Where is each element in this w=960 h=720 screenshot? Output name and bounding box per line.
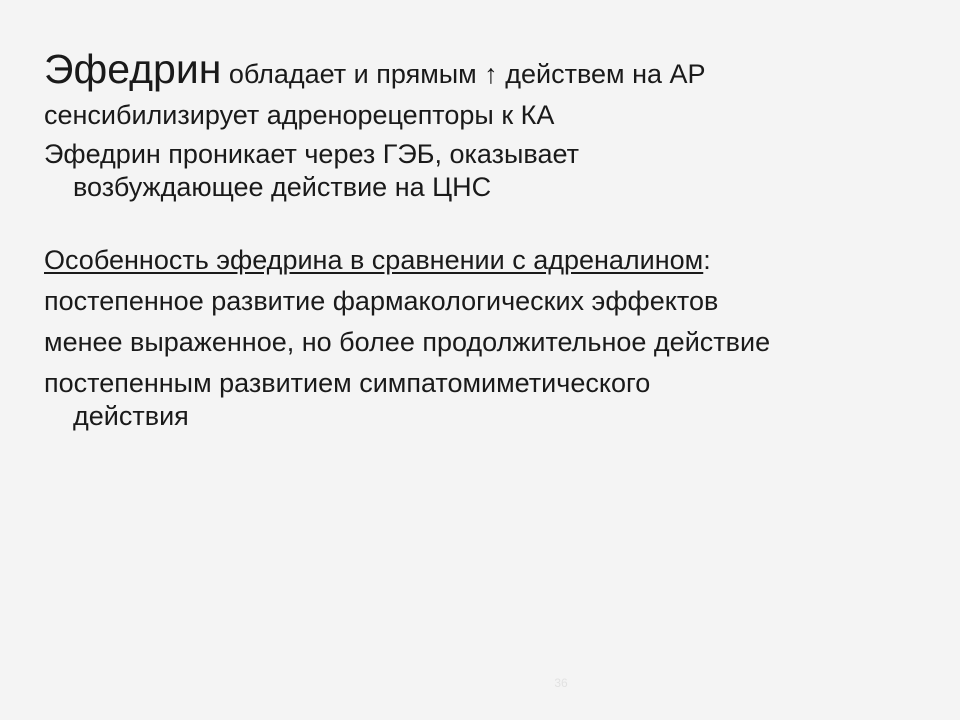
section-gap (44, 204, 924, 244)
line-longer-action: менее выраженное, но более продолжительное действие (44, 327, 771, 357)
line-sensitizes-receptors: сенсибилизирует адренорецепторы к КА (44, 100, 555, 130)
ephedrine-lead-word: Эфедрин (44, 46, 222, 92)
line-sympathomimetic: постепенным развитием симпатомиметического (44, 368, 651, 398)
slide-content (44, 44, 924, 433)
heading-colon: : (703, 245, 711, 275)
comparison-heading: Особенность эфедрина в сравнении с адреналином (44, 245, 704, 275)
direct-action-text: обладает и прямым ↑ действем на АР (221, 59, 706, 89)
line-crosses-bbb-continuation: возбуждающее действие на ЦНС (73, 172, 492, 202)
line-sympathomimetic-continuation: действия (73, 401, 189, 431)
line-crosses-bbb: Эфедрин проникает через ГЭБ, оказывает (44, 139, 579, 169)
line-gradual-development: постепенное развитие фармакологических эффектов (44, 286, 719, 316)
section-heading-line (44, 244, 924, 277)
line-ephedrine-direct-action (44, 44, 924, 99)
page-number: 36 (554, 676, 568, 690)
